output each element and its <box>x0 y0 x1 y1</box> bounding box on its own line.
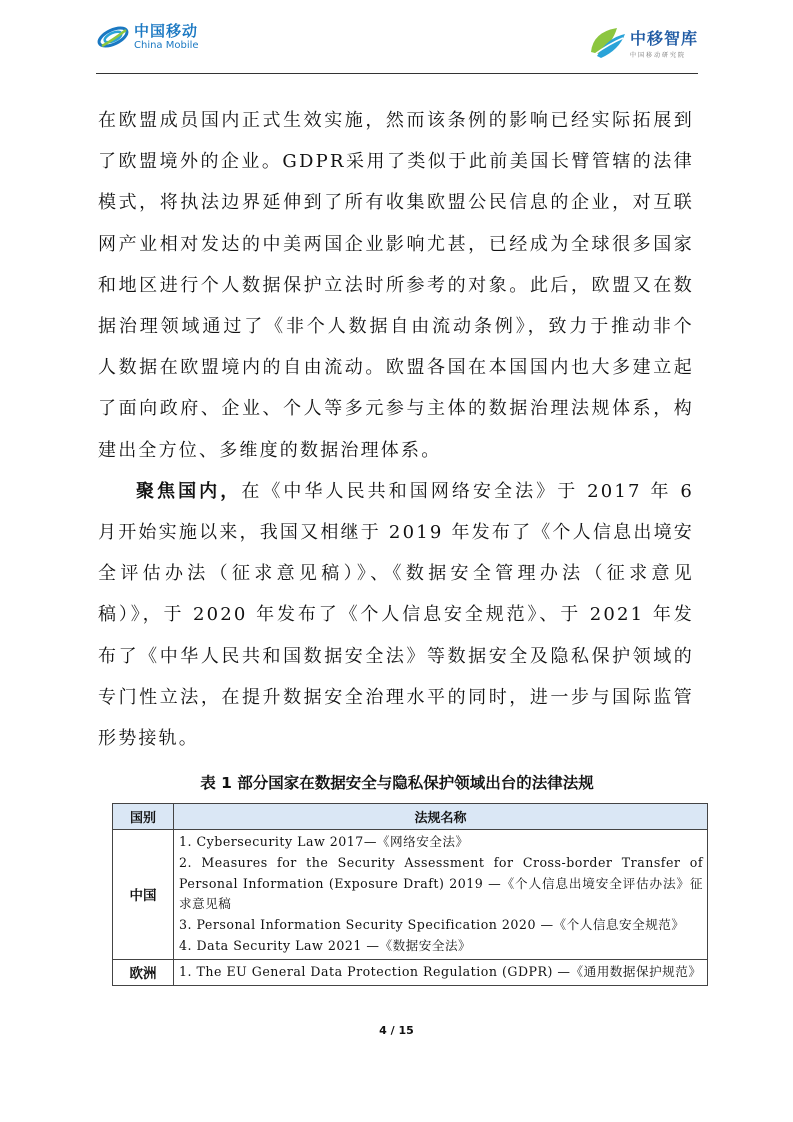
law-item: 3. Personal Information Security Specification 2020 —《个人信息安全规范》 <box>179 917 685 933</box>
china-mobile-logo <box>96 22 199 52</box>
laws-cell <box>174 959 708 985</box>
paragraph-lead: 聚焦国内， <box>136 480 242 502</box>
page-header <box>96 22 698 72</box>
country-cell: 欧洲 <box>113 959 174 985</box>
table-row <box>113 959 708 985</box>
think-tank-name-cn: 中移智库 <box>629 28 698 48</box>
column-header-laws: 法规名称 <box>174 804 708 830</box>
header-divider <box>96 73 698 74</box>
table-caption: 表 1 部分国家在数据安全与隐私保护领域出台的法律法规 <box>200 774 594 792</box>
think-tank-leaf-icon <box>587 24 627 60</box>
cmri-think-tank-logo <box>587 24 698 60</box>
law-table <box>112 803 708 986</box>
laws-cell <box>174 830 708 960</box>
law-item: 4. Data Security Law 2021 —《数据安全法》 <box>179 937 472 953</box>
page-number: 4 / 15 <box>379 1024 414 1037</box>
china-mobile-name-en: China Mobile <box>134 39 199 51</box>
country-cell: 中国 <box>113 830 174 960</box>
column-header-country: 国别 <box>113 804 174 830</box>
body-paragraph <box>98 471 694 759</box>
body-paragraph: 在欧盟成员国内正式生效实施，然而该条例的影响已经实际拓展到了欧盟境外的企业。GDPR采用了类似于此前美国长臂管辖的法律模式，将执法边界延伸到了所有收集欧盟公民信息的企业，对互联网产业相对发达的中美两国企业影响尤甚，已经成为全球很多国家和地区进行个人数据保护立法时所参考的对象。此后，欧盟又在数据治理领域通过了《非个人数据自由流动条例》，致力于推动非个人数据在欧盟境内的自由流动。欧盟各国在本国国内也大多建立起了面向政府、企业、个人等多元参与主体的数据治理法规体系，构建出全方位、多维度的数据治理体系。 <box>98 110 694 461</box>
table-header-row <box>113 804 708 830</box>
china-mobile-name-cn: 中国移动 <box>134 21 199 40</box>
law-item: 2. Measures for the Security Assessment for Cross-border Transfer of Personal Information (Exposure Draft) 2019 —《个人信息出境安全评估办法》征求意见稿 <box>179 854 703 912</box>
table-row <box>113 830 708 960</box>
main-body <box>98 100 694 759</box>
paragraph-text: 在《中华人民共和国网络安全法》于 2017 年 6 月开始实施以来，我国又相继于 2019 年发布了《个人信息出境安全评估办法（征求意见稿）》、《数据安全管理办法（征求意见稿）》，于 2020 年发布了《个人信息安全规范》、于 2021 年发布了《中华人民共和国数据安全法》等数据安全及隐私保护领域的专门性立法，在提升数据安全治理水平的同时，进一步与国际监管形势接轨。 <box>98 480 694 750</box>
law-item: 1. The EU General Data Protection Regulation (GDPR) —《通用数据保护规范》 <box>179 963 702 979</box>
china-mobile-swirl-icon <box>96 22 130 52</box>
think-tank-subtitle: 中国移动研究院 <box>629 51 686 59</box>
law-item: 1. Cybersecurity Law 2017—《网络安全法》 <box>179 834 469 849</box>
